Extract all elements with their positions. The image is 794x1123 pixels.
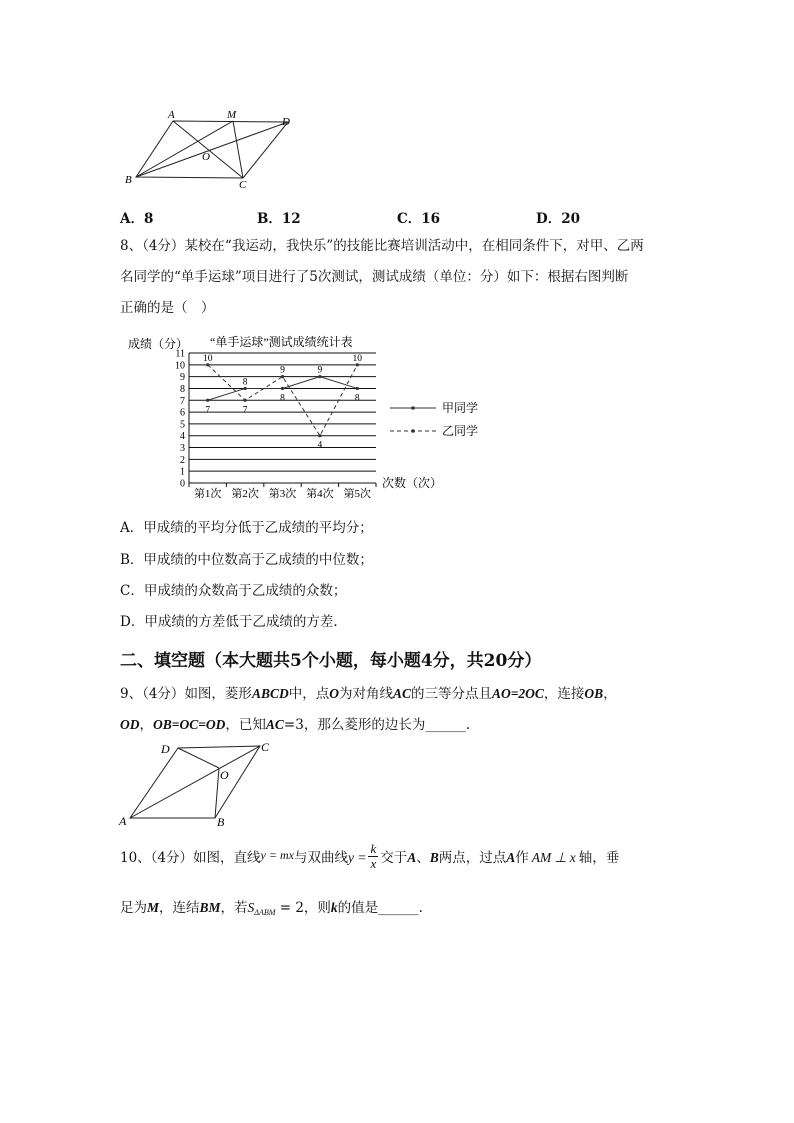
q8-number: 8、（4分）: [120, 238, 185, 254]
data-point: [281, 387, 284, 390]
q9-ob: OB: [584, 686, 604, 701]
q9-line-2: [120, 715, 470, 735]
data-label: 7: [205, 405, 211, 416]
data-label: 4: [317, 440, 323, 451]
chart-title: “单手运球”测试成绩统计表: [210, 335, 353, 349]
data-label: 10: [202, 353, 213, 364]
q10-area-subscript: ΔABM: [254, 908, 276, 917]
q10-line-1: [120, 841, 620, 873]
y-tick-label: 6: [180, 407, 185, 419]
q10-point-a: A: [407, 850, 417, 865]
y-tick-label: 2: [180, 454, 185, 466]
q8-option-d: D．甲成绩的方差低于乙成绩的方差.: [120, 614, 338, 630]
section-2-heading: 二、填空题（本大题共5个小题，每小题4分，共20分）: [120, 651, 542, 671]
q7-parallelogram-figure: [118, 106, 308, 194]
q10-text: 轴，垂: [578, 850, 620, 866]
q10-point-m: M: [147, 900, 160, 915]
q10-text: 如图，直线: [193, 850, 261, 866]
y-tick-label: 11: [175, 348, 185, 360]
q10-number: 10、（4分）: [120, 850, 194, 866]
label-o: O: [220, 768, 229, 782]
label-d: D: [282, 116, 290, 128]
chart-x-ticks: [194, 486, 371, 500]
y-tick-label: 3: [180, 443, 185, 455]
data-point: [356, 387, 359, 390]
q10-fraction-numerator: k: [370, 841, 377, 856]
q9-text: ，: [139, 717, 153, 733]
q10-area-s: S: [247, 900, 255, 915]
q8-line-chart: [120, 330, 520, 510]
label-b: B: [217, 815, 225, 829]
legend-label: 甲同学: [442, 401, 479, 415]
label-c: C: [239, 179, 247, 191]
q10-area-value: = 2: [275, 900, 304, 916]
q10-text: ，则: [303, 900, 331, 916]
q9-text: ，: [603, 686, 617, 702]
q10-text: 、: [416, 850, 430, 866]
label-m: M: [227, 109, 237, 121]
y-tick-label: 0: [180, 478, 185, 490]
q10-text: ，连结: [159, 900, 200, 916]
chart-ylabel: 成绩（分）: [128, 337, 189, 351]
y-tick-label: 5: [180, 419, 185, 431]
data-label: 8: [354, 393, 360, 404]
q10-text: 与双曲线: [293, 850, 348, 866]
q8-line-1: [120, 236, 644, 256]
q9-od: OD: [120, 717, 140, 732]
q10-text: 的值是______.: [337, 900, 423, 916]
q10-fraction-denominator: x: [370, 856, 377, 871]
q8-line-2: 名同学的“单手运球”项目进行了5次测试，测试成绩（单位：分）如下：根据右图判断: [120, 269, 629, 285]
q9-ao-2oc: AO=2OC: [491, 686, 544, 701]
q9-text: 的三等分点且: [410, 686, 492, 702]
segment-mc: [233, 121, 243, 178]
y-tick-label: 9: [180, 372, 185, 384]
segment-ob: [215, 768, 219, 818]
q10-text: 交于: [380, 850, 408, 866]
legend-label: 乙同学: [442, 424, 479, 438]
q8-option-a: A．甲成绩的平均分低于乙成绩的平均分；: [120, 520, 373, 536]
x-tick-label: 第1次: [193, 488, 222, 500]
q9-line-1: [120, 684, 617, 704]
x-tick-label: 第5次: [343, 488, 372, 500]
label-c: C: [261, 740, 270, 754]
q10-text: 两点，过点: [438, 850, 507, 866]
q9-text: 为对角线: [338, 686, 393, 702]
data-label: 9: [317, 365, 323, 376]
q10-am-perp-x: AM ⊥ x: [531, 850, 576, 865]
chart-y-ticks: [175, 349, 185, 490]
q9-o: O: [329, 686, 339, 701]
data-label: 9: [280, 365, 285, 376]
q10-point-b: B: [429, 850, 439, 865]
y-tick-label: 10: [175, 360, 185, 372]
y-tick-label: 8: [180, 383, 185, 395]
q7-option-b: B．12: [257, 211, 301, 227]
y-tick-label: 1: [180, 466, 185, 478]
q8-line-3: 正确的是（ ）: [120, 300, 215, 316]
q9-text: ，已知: [225, 717, 266, 733]
legend-marker: [411, 429, 415, 433]
y-tick-label: 7: [180, 395, 185, 407]
data-point: [318, 434, 321, 437]
data-label: 8: [242, 377, 248, 388]
q9-ob-oc-od: OB=OC=OD: [153, 717, 226, 732]
q10-equation-line: y = mx: [260, 848, 294, 862]
x-tick-label: 第2次: [231, 488, 259, 500]
label-b: B: [125, 174, 132, 186]
x-tick-label: 第4次: [306, 488, 334, 500]
q10-equation-hyperbola: y =: [347, 850, 367, 865]
q10-line-2: [120, 898, 423, 923]
q9-text: 如图，菱形: [184, 686, 252, 702]
q9-ac: AC: [265, 717, 284, 732]
label-d: D: [161, 742, 170, 756]
q9-text: 中，点: [288, 686, 330, 702]
segment-mb: [136, 121, 233, 177]
q10-bm: BM: [199, 900, 221, 915]
segment-od: [178, 748, 219, 768]
chart-legend: [390, 401, 478, 438]
q8-text-1: 某校在“我运动，我快乐”的技能比赛培训活动中，在相同条件下，对甲、乙两: [184, 238, 644, 254]
y-tick-label: 4: [180, 431, 185, 443]
q10-text: ，若: [220, 900, 248, 916]
data-label: 7: [242, 405, 248, 416]
label-o: O: [202, 151, 210, 163]
data-point: [244, 399, 247, 402]
label-a: A: [168, 109, 175, 121]
q9-rhombus-figure: [115, 738, 285, 830]
diagonal-bd: [136, 122, 288, 177]
data-label: 8: [280, 393, 285, 404]
data-label: 10: [352, 353, 363, 364]
q8-option-c: C．甲成绩的众数高于乙成绩的众数；: [120, 583, 347, 599]
q9-abcd: ABCD: [251, 686, 289, 701]
q9-number: 9、（4分）: [120, 686, 185, 702]
q10-k: k: [330, 900, 338, 915]
q10-point-a: A: [506, 850, 516, 865]
q9-text: ，连接: [543, 686, 585, 702]
q8-option-b: B．甲成绩的中位数高于乙成绩的中位数；: [120, 552, 373, 568]
q7-option-c: C．16: [397, 211, 441, 227]
x-tick-label: 第3次: [268, 488, 297, 500]
label-a: A: [119, 814, 127, 828]
data-point: [206, 399, 209, 402]
q9-ac: AC: [392, 686, 411, 701]
legend-marker: [411, 406, 415, 410]
q9-text: =3，那么菱形的边长为______.: [283, 717, 471, 733]
q10-text: 作: [515, 850, 529, 866]
q10-fraction: [368, 842, 378, 871]
q10-text: 足为: [120, 900, 147, 916]
chart-xlabel: 次数（次）: [382, 476, 443, 490]
q7-option-d: D．20: [536, 211, 580, 227]
q7-option-a: A．8: [120, 211, 154, 227]
